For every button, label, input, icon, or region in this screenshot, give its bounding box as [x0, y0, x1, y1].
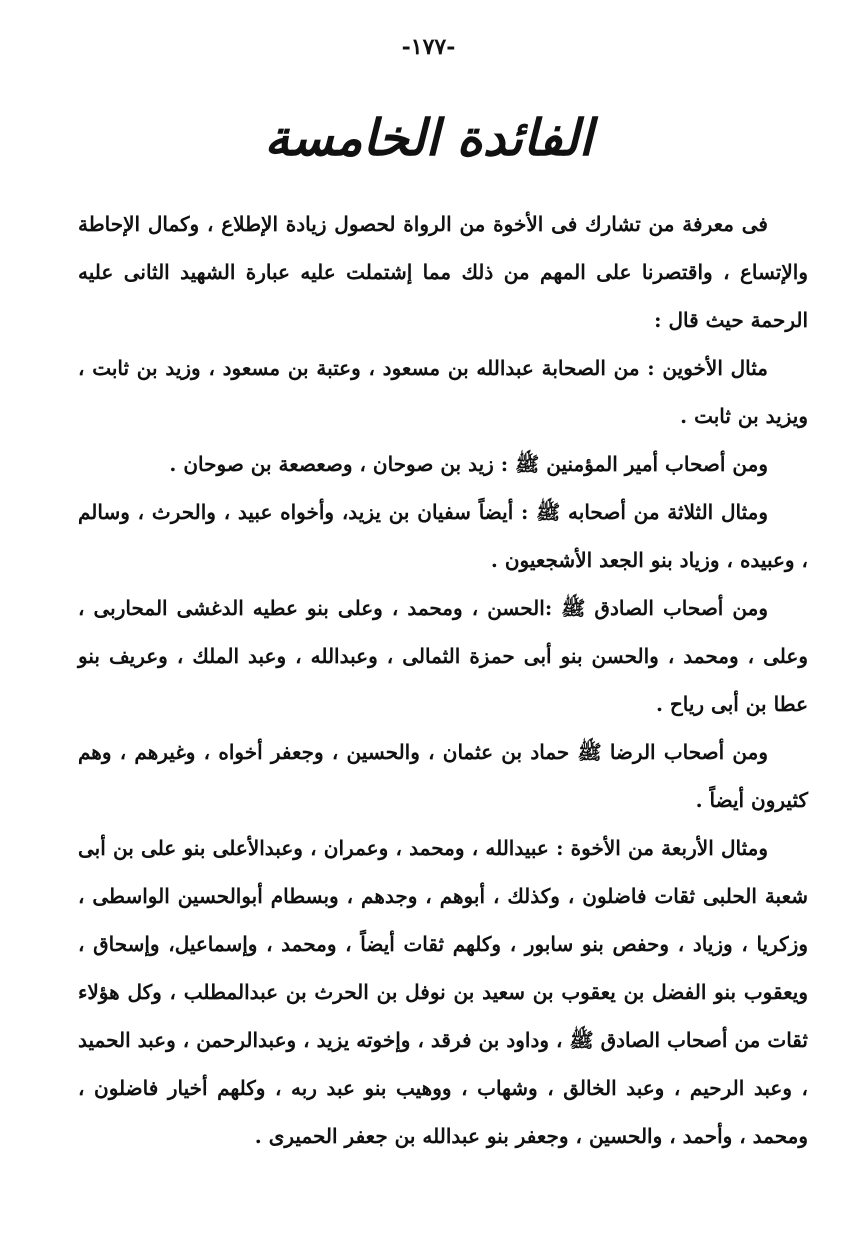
paragraph-four-brothers: ومثال الأربعة من الأخوة : عبيدالله ، ومحمد ، وعمران ، وعبدالأعلى بنو على بن أبى شعبة الحلبى ثقات فاضلون ، وكذلك ، أبوهم ، وجدهم ، وبسطام أبوالحسين الواسطى ، وزكريا ، وزياد ، وحفص بنو سابور ، وكلهم ثقات أيضاً ، ومحمد ، وإسماعيل، وإسحاق ، ويعقوب بنو الفضل بن يعقوب بن سعيد بن نوفل بن الحرث بن عبدالمطلب ، وكل هؤلاء ثقات من أصحاب الصادق ﷺ ، وداود بن فرقد ، وإخوته يزيد ، وعبدالرحمن ، وعبد الحميد ، وعبد الرحيم ، وعبد الخالق ، وشهاب ، ووهيب بنو عبد ربه ، وكلهم أخيار فاضلون ، ومحمد ، وأحمد ، والحسين ، وجعفر بنو عبدالله بن جعفر الحميرى .	[78, 836, 808, 1148]
paragraph-intro: فى معرفة من تشارك فى الأخوة من الرواة لحصول زيادة الإطلاع ، وكمال الإحاطة والإتساع ، واقتصرنا على المهم من ذلك مما إشتملت عليه عبارة الشهيد الثانى عليه الرحمة حيث قال :	[78, 212, 808, 332]
paragraph-three-brothers: ومثال الثلاثة من أصحابه ﷺ : أيضاً سفيان بن يزيد، وأخواه عبيد ، والحرث ، وسالم ، وعبيده ، وزياد بنو الجعد الأشجعيون .	[78, 500, 808, 572]
paragraph-rida-companions: ومن أصحاب الرضا ﷺ حماد بن عثمان ، والحسين ، وجعفر أخواه ، وغيرهم ، وهم كثيرون أيضاً .	[78, 740, 808, 812]
chapter-title: الفائدة الخامسة	[264, 108, 593, 167]
paragraph-amir-companions: ومن أصحاب أمير المؤمنين ﷺ : زيد بن صوحان ، وصعصعة بن صوحان .	[169, 452, 768, 476]
paragraph-sadiq-companions: ومن أصحاب الصادق ﷺ :الحسن ، ومحمد ، وعلى بنو عطيه الدغشى المحاربى ، وعلى ، ومحمد ، والحسن بنو أبى حمزة الثمالى ، وعبدالله ، وعبد الملك ، وعريف بنو عطا بن أبى رياح .	[78, 596, 808, 716]
paragraph-two-brothers: مثال الأخوين : من الصحابة عبدالله بن مسعود ، وعتبة بن مسعود ، وزيد بن ثابت ، ويزيد بن ثابت .	[78, 356, 808, 428]
body-text	[78, 200, 808, 1160]
page-number: -١٧٧-	[401, 34, 456, 60]
